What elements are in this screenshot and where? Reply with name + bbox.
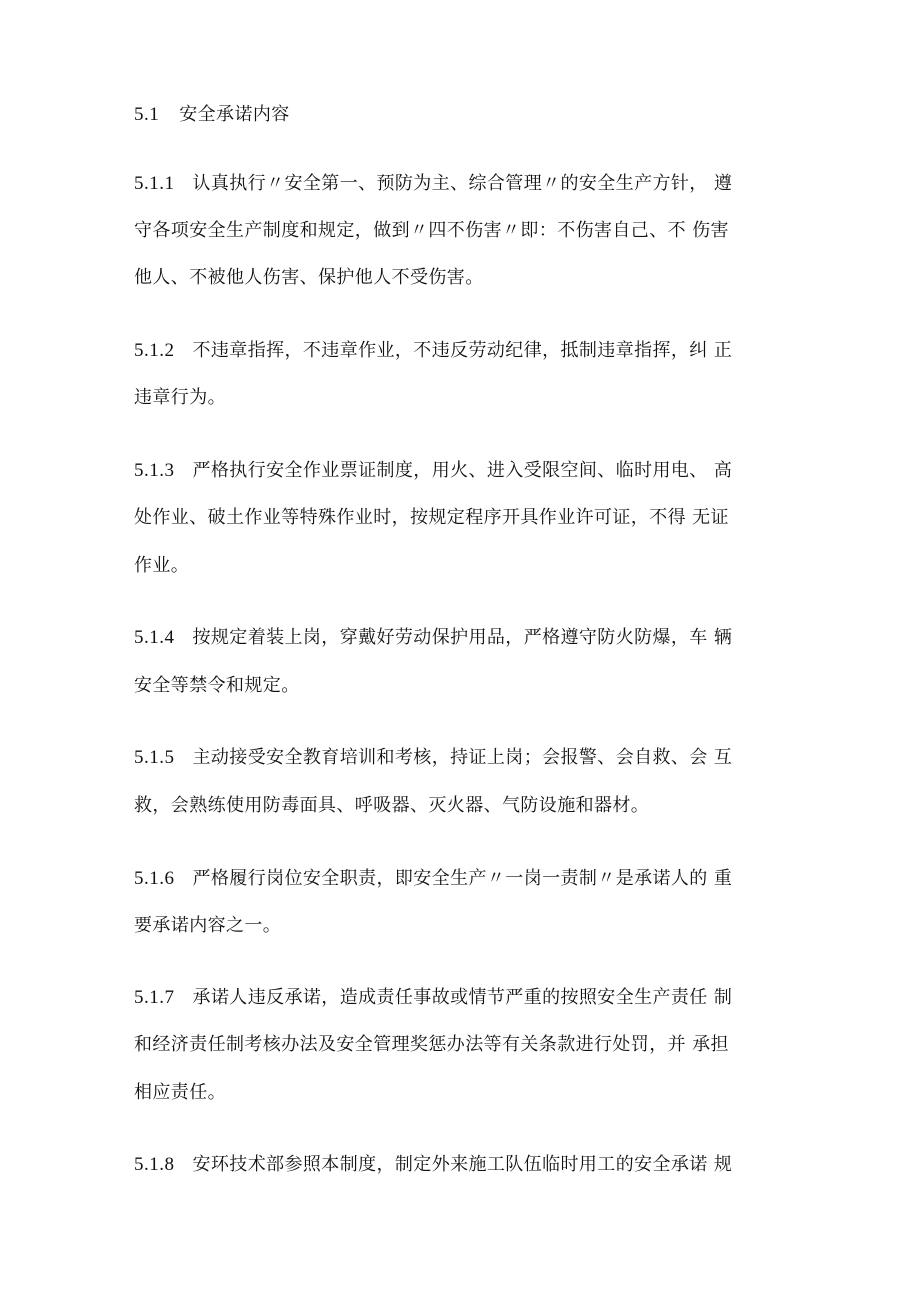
clause-text: 安全等禁令和规定。 [134,675,300,696]
clause-line [134,266,484,290]
clause-number: 5.1.8 [134,1154,175,1175]
clause-text: 违章行为。 [134,387,226,408]
clause-number: 5.1.4 [134,627,175,648]
clause-number: 5.1.3 [134,460,175,481]
clause-line [134,459,732,483]
clause-line [134,626,732,650]
clause-number: 5.1.5 [134,747,175,768]
clause-text: 严格履行岗位安全职责，即安全生产〃一岗一责制〃是承诺人的 重 [192,868,733,889]
clause-text: 按规定着装上岗，穿戴好劳动保护用品，严格遵守防火防爆，车 辆 [192,627,733,648]
clause-line [134,674,300,698]
section-heading [134,103,290,127]
clause-line [134,1153,732,1177]
clause-number: 5.1.7 [134,987,175,1008]
clause-line [134,554,189,578]
clause-number: 5.1.2 [134,340,175,361]
clause-text: 要承诺内容之一。 [134,915,282,936]
clause-number: 5.1.6 [134,868,175,889]
clause-text: 严格执行安全作业票证制度，用火、进入受限空间、临时用电、 高 [192,460,733,481]
section-number: 5.1 [134,104,160,125]
clause-line [134,339,732,363]
clause-line [134,219,729,243]
clause-text: 认真执行〃安全第一、预防为主、综合管理〃的安全生产方针， 遵 [192,173,733,194]
clause-text: 和经济责任制考核办法及安全管理奖惩办法等有关条款进行处罚，并 承担 [134,1034,729,1055]
section-title: 安全承诺内容 [179,104,290,125]
clause-text: 守各项安全生产制度和规定，做到〃四不伤害〃即：不伤害自己、不 伤害 [134,220,729,241]
clause-text: 主动接受安全教育培训和考核，持证上岗；会报警、会自救、会 互 [192,747,733,768]
clause-text: 不违章指挥，不违章作业，不违反劳动纪律，抵制违章指挥，纠 正 [192,340,733,361]
clause-text: 处作业、破土作业等特殊作业时，按规定程序开具作业许可证，不得 无证 [134,507,729,528]
clause-line [134,172,732,196]
clause-line [134,867,732,891]
clause-text: 安环技术部参照本制度，制定外来施工队伍临时用工的安全承诺 规 [192,1154,733,1175]
clause-line [134,914,281,938]
clause-text: 承诺人违反承诺，造成责任事故或情节严重的按照安全生产责任 制 [192,987,733,1008]
clause-text: 他人、不被他人伤害、保护他人不受伤害。 [134,267,484,288]
clause-line [134,794,649,818]
clause-line [134,506,729,530]
clause-text: 救，会熟练使用防毒面具、呼吸器、灭火器、气防设施和器材。 [134,795,650,816]
clause-text: 相应责任。 [134,1082,226,1103]
clause-line [134,746,732,770]
clause-number: 5.1.1 [134,173,175,194]
clause-line [134,1033,729,1057]
clause-text: 作业。 [134,555,190,576]
clause-line [134,1081,226,1105]
clause-line [134,986,732,1010]
clause-line [134,386,226,410]
